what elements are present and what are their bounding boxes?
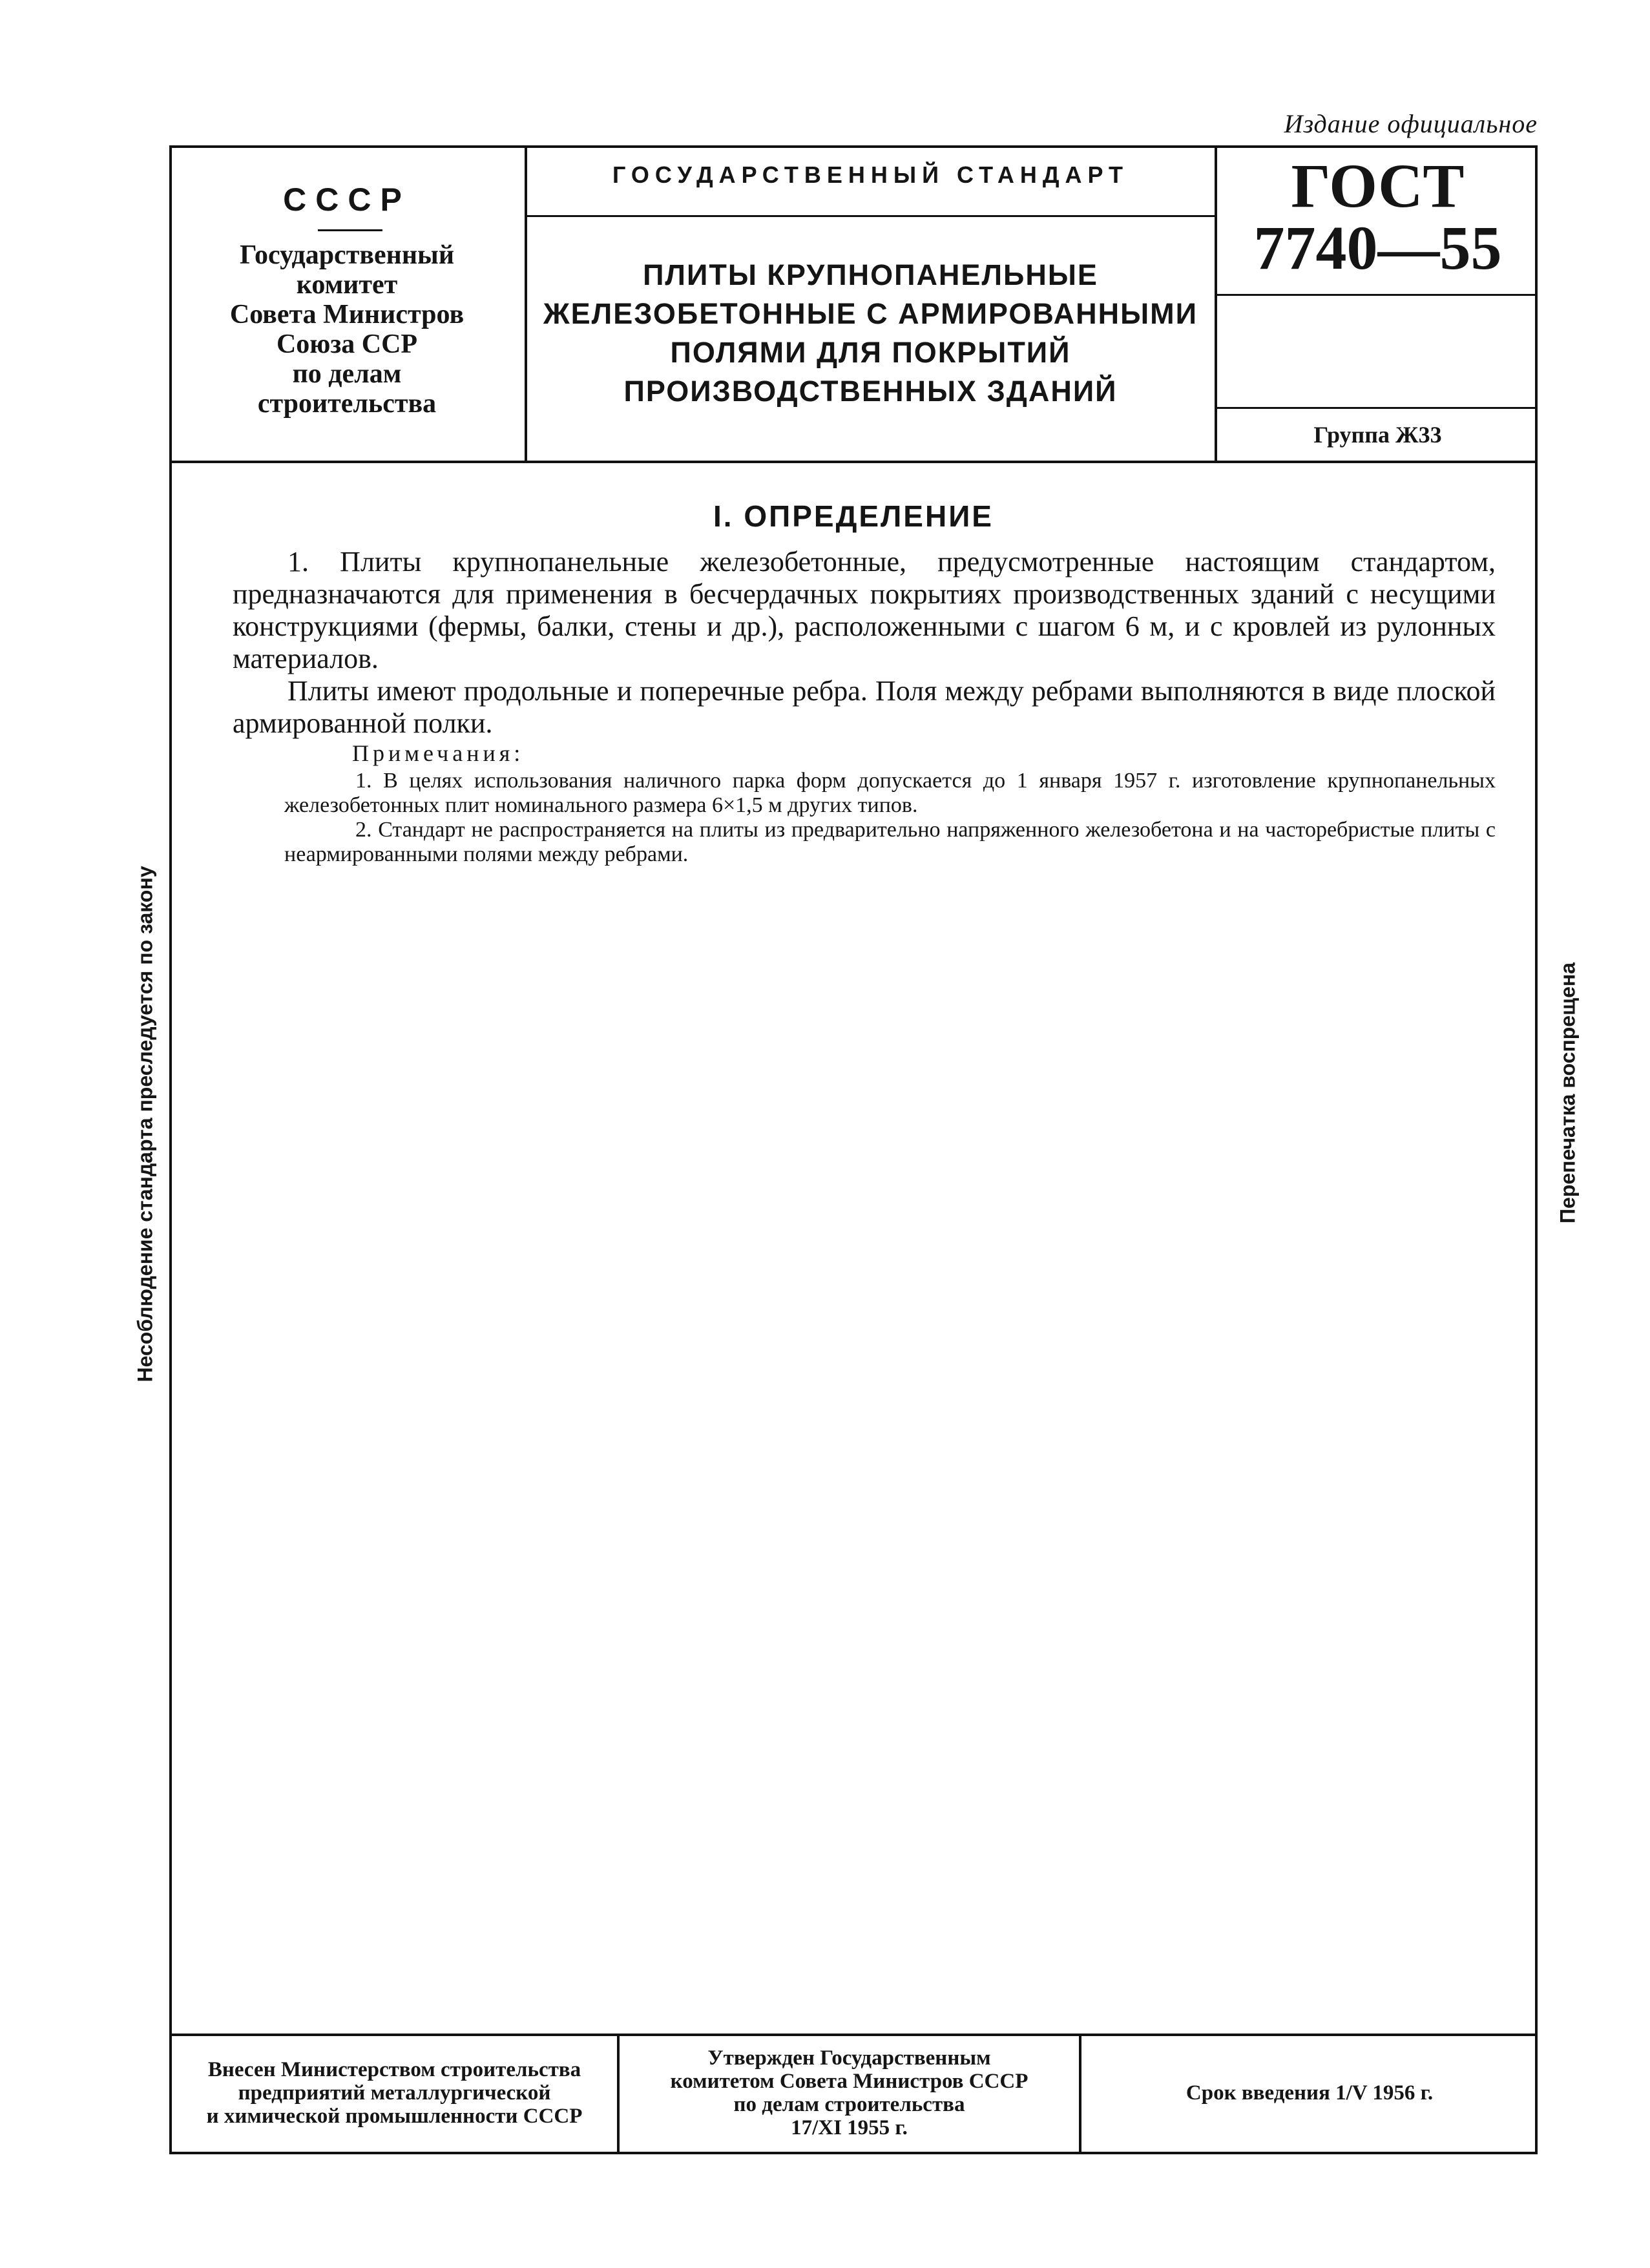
title-line: ЖЕЛЕЗОБЕТОННЫЕ С АРМИРОВАННЫМИ (543, 297, 1198, 330)
approved-by-line: 17/XI 1955 г. (791, 2116, 908, 2139)
approved-by (620, 2035, 1079, 2151)
title-line: ПЛИТЫ КРУПНОПАНЕЛЬНЫЕ (643, 258, 1098, 291)
paragraph-1 (233, 546, 1496, 675)
gost-label: ГОСТ (1291, 151, 1465, 220)
approved-by-line: комитетом Совета Министров СССР (670, 2070, 1029, 2093)
introduced-by-line: и химической промышленности СССР (206, 2105, 583, 2128)
committee-line: Совета Министров (229, 300, 465, 329)
note-2: 2. Стандарт не распространяется на плиты из предварительно напряженного железобетона и на часторебристые плиты с неармированными полями между ребрами. (284, 818, 1496, 866)
country-underline (318, 229, 382, 231)
effective-date-text: Срок введения 1/V 1956 г. (1185, 2081, 1434, 2105)
header-rule-right-2 (1215, 407, 1538, 409)
section-heading: I. ОПРЕДЕЛЕНИЕ (713, 499, 994, 533)
header-rule-right-1 (1215, 294, 1538, 296)
country-label: СССР (283, 182, 411, 218)
approved-by-line: по делам строительства (733, 2093, 965, 2116)
introduced-by-line: предприятий металлургической (238, 2081, 551, 2105)
committee-line: Государственный (239, 240, 455, 270)
header-bottom-rule (169, 461, 1538, 463)
note-1: 1. В целях использования наличного парка форм допускается до 1 января 1957 г. изготовление крупнопанельных железобетонных плит номинального размера 6×1,5 м других типов. (284, 769, 1496, 817)
title-line: ПОЛЯМИ ДЛЯ ПОКРЫТИЙ (670, 336, 1071, 369)
notes-heading: Примечания: (352, 740, 525, 766)
committee-line: Союза ССР (276, 329, 418, 359)
document-title (527, 256, 1215, 411)
paragraph-2-text: Плиты имеют продольные и поперечные ребра. Поля между ребрами выполняются в виде плоской армированной полки. (233, 675, 1496, 739)
standard-type: ГОСУДАРСТВЕННЫЙ СТАНДАРТ (612, 161, 1129, 188)
committee-line: строительства (257, 389, 437, 419)
introduced-by-line: Внесен Министерством строительства (207, 2058, 581, 2081)
header-divider-right (1215, 145, 1217, 462)
gost-number: 7740—55 (1253, 213, 1502, 282)
title-line: ПРОИЗВОДСТВЕННЫХ ЗДАНИЙ (623, 375, 1118, 408)
approved-by-line: Утвержден Государственным (707, 2046, 991, 2070)
introduced-by (172, 2035, 617, 2151)
effective-date (1081, 2035, 1538, 2151)
header-rule-center (525, 215, 1215, 217)
group-label: Группа Ж33 (1313, 422, 1442, 448)
side-note-left-text: Несоблюдение стандарта преследуется по закону (133, 866, 157, 1382)
committee-line: комитет (296, 270, 398, 300)
committee-line: по делам (292, 359, 402, 389)
issuing-committee (169, 240, 525, 419)
edition-label: Издание официальное (1284, 109, 1538, 138)
gost-code (1218, 151, 1538, 282)
paragraph-1-text: 1. Плиты крупнопанельные железобетонные, предусмотренные настоящим стандартом, предназначаются для применения в бесчердачных покрытиях производственных зданий с несущими конструкциями (фермы, балки, стены и др.), расположенными с шагом 6 м, и с кровлей из рулонных материалов. (233, 546, 1496, 674)
side-note-right-text: Перепечатка воспрещена (1556, 962, 1580, 1223)
paragraph-2 (233, 675, 1496, 740)
